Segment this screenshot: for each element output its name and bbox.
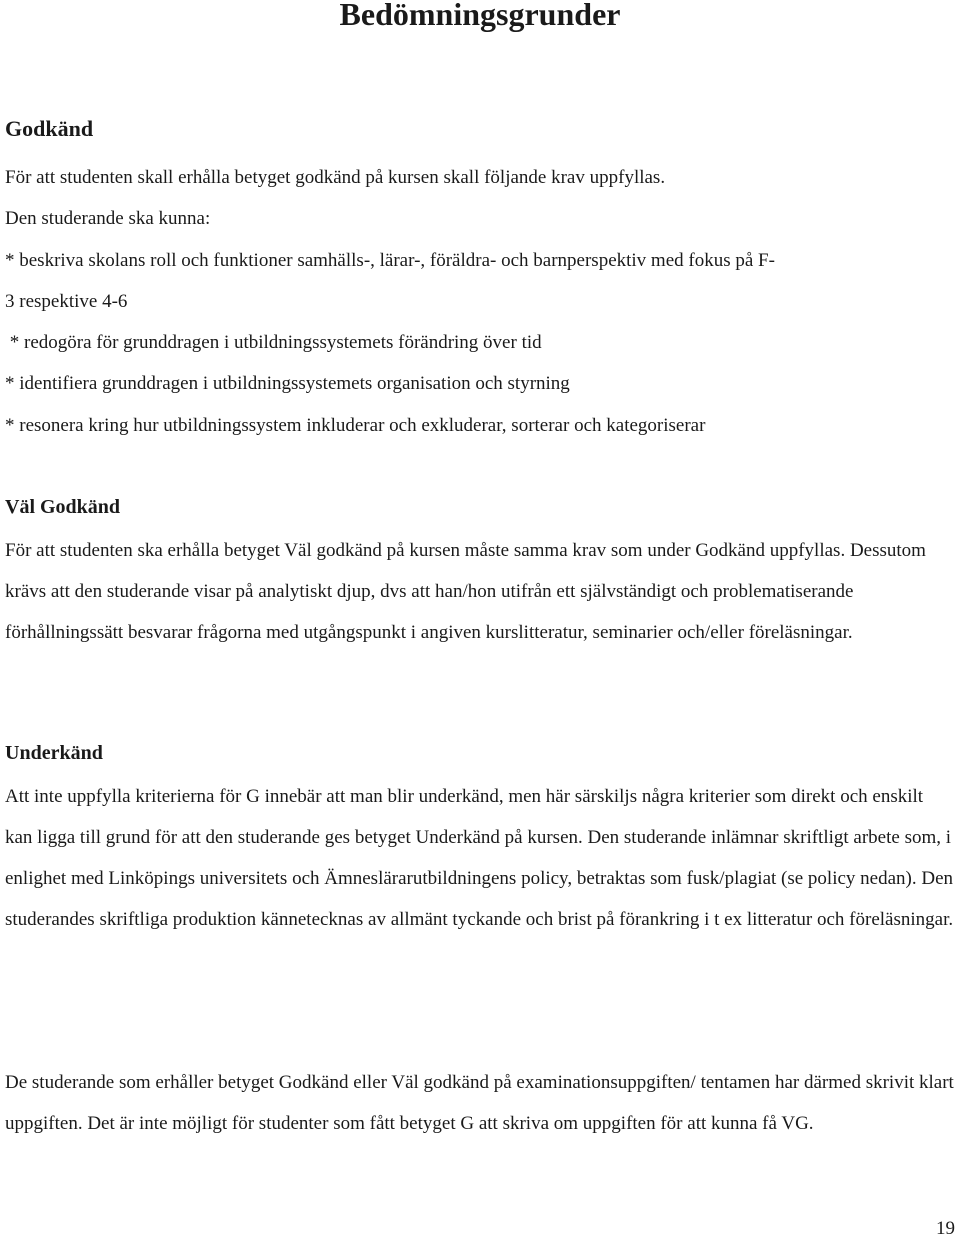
section-godkand [5, 114, 955, 446]
heading-godkand: Godkänd [5, 116, 94, 141]
final-note-text: De studerande som erhåller betyget Godkänd eller Väl godkänd på examinationsuppgiften/ tentamen har därmed skrivit klart uppgiften. Det är inte möjligt för studenter som fått betyget G att skriva om uppgiften för att kunna få VG. [5, 1072, 954, 1134]
section-final-note [5, 1062, 955, 1144]
section-underkand [5, 738, 955, 940]
heading-underkand: Underkänd [5, 742, 103, 764]
page-title: Bedömningsgrunder [339, 0, 621, 32]
godkand-line: 3 respektive 4-6 [5, 290, 128, 312]
underkand-text: Att inte uppfylla kriterierna för G innebär att man blir underkänd, men här särskiljs några kriterier som direkt och enskilt kan ligga till grund för att den studerande ges betyget Underkänd på kursen. Den studerande inlämnar skriftligt arbete som, i enlighet med Linköpings universitets och Ämneslärarutbildningens policy, betraktas som fusk/plagiat (se policy nedan). Den studerandes skriftliga produktion kännetecknas av allmänt tyckande och brist på förankring i t ex litteratur och föreläsningar. [5, 786, 954, 930]
godkand-line: * resonera kring hur utbildningssystem inkluderar och exkluderar, sorterar och kategoriserar [5, 414, 706, 436]
godkand-line: * beskriva skolans roll och funktioner samhälls-, lärar-, föräldra- och barnperspektiv med fokus på F- [5, 249, 775, 271]
page-number: 19 [936, 1218, 955, 1239]
section-val-godkand [5, 492, 955, 653]
heading-val-godkand: Väl Godkänd [5, 496, 121, 518]
val-godkand-text: För att studenten ska erhålla betyget Väl godkänd på kursen måste samma krav som under Godkänd uppfyllas. Dessutom krävs att den studerande visar på analytiskt djup, dvs att han/hon utifrån ett självständigt och problematiserande förhållningssätt besvarar frågorna med utgångspunkt i angiven kurslitteratur, seminarier och/eller föreläsningar. [5, 540, 926, 643]
godkand-line: * redogöra för grunddragen i utbildningssystemets förändring över tid [5, 332, 542, 354]
godkand-line: För att studenten skall erhålla betyget godkänd på kursen skall följande krav uppfyllas. [5, 167, 666, 188]
godkand-line: Den studerande ska kunna: [5, 208, 211, 230]
godkand-line: * identifiera grunddragen i utbildningssystemets organisation och styrning [5, 373, 570, 395]
godkand-criteria [5, 157, 955, 446]
